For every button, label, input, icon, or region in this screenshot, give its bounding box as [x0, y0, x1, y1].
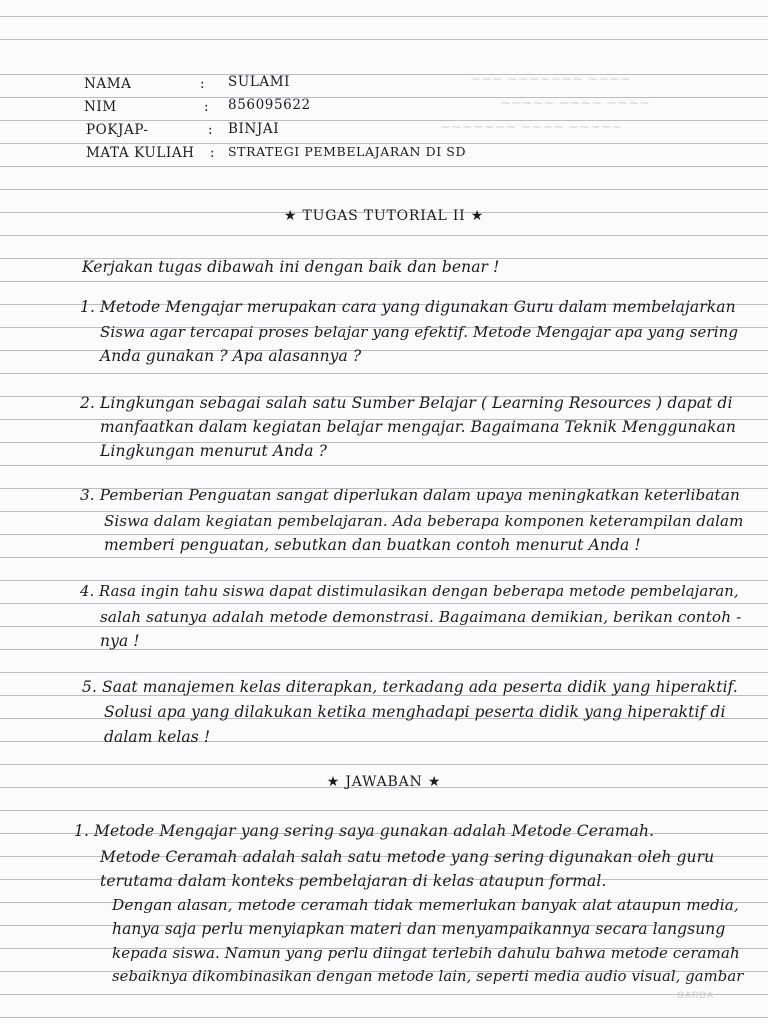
mata-kuliah-value: STRATEGI PEMBELAJARAN DI SD — [228, 144, 467, 159]
answer-1-line: kepada siswa. Namun yang perlu diingat terlebih dahulu bahwa metode ceramah — [112, 944, 740, 962]
answer-1-line: Metode Ceramah adalah salah satu metode yang sering digunakan oleh guru — [100, 848, 715, 866]
bleed-through-text: ~~~~~ ~~~~ ~~~~ — [500, 96, 650, 111]
assignment-title: ★ TUGAS TUTORIAL II ★ — [283, 208, 485, 224]
nim-value: 856095622 — [228, 97, 311, 113]
pokjar-value: BINJAI — [228, 121, 280, 137]
question-4-line: nya ! — [100, 632, 140, 650]
question-2-line: Lingkungan menurut Anda ? — [100, 442, 328, 460]
instruction-text: Kerjakan tugas dibawah ini dengan baik dan benar ! — [82, 258, 500, 276]
bleed-through-text: ~~~~~~~ ~~~~ ~~~~~ — [440, 120, 623, 135]
answer-title: ★ JAWABAN ★ — [326, 774, 442, 790]
question-3-line: 3. Pemberian Penguatan sangat diperlukan dalam upaya meningkatkan keterlibatan — [80, 486, 740, 504]
question-3-line: Siswa dalam kegiatan pembelajaran. Ada beberapa komponen keterampilan dalam — [104, 512, 744, 530]
answer-1-line: sebaiknya dikombinasikan dengan metode lain, seperti media audio visual, gambar — [112, 968, 744, 985]
question-4-line: salah satunya adalah metode demonstrasi. Bagaimana demikian, berikan contoh - — [100, 608, 742, 626]
answer-1-line: terutama dalam konteks pembelajaran di kelas ataupun formal. — [100, 872, 607, 890]
mata-kuliah-label: MATA KULIAH — [86, 145, 195, 161]
question-5-line: dalam kelas ! — [104, 728, 211, 746]
colon: : — [204, 99, 210, 115]
nama-value: SULAMI — [228, 74, 291, 90]
answer-1-line: 1. Metode Mengajar yang sering saya gunakan adalah Metode Ceramah. — [74, 822, 655, 840]
question-2-line: 2. Lingkungan sebagai salah satu Sumber Belajar ( Learning Resources ) dapat di — [80, 394, 733, 412]
watermark: GARDA — [676, 990, 714, 1000]
pokjar-label: POKJAP- — [86, 122, 149, 138]
colon: : — [208, 122, 214, 138]
answer-1-line: hanya saja perlu menyiapkan materi dan menyampaikannya secara langsung — [112, 920, 726, 938]
colon: : — [200, 76, 206, 92]
question-3-line: memberi penguatan, sebutkan dan buatkan contoh menurut Anda ! — [104, 536, 641, 554]
question-5-line: Solusi apa yang dilakukan ketika menghadapi peserta didik yang hiperaktif di — [104, 703, 726, 721]
question-5-line: 5. Saat manajemen kelas diterapkan, terkadang ada peserta didik yang hiperaktif. — [82, 678, 738, 696]
question-2-line: manfaatkan dalam kegiatan belajar mengajar. Bagaimana Teknik Menggunakan — [100, 418, 736, 436]
question-1-line: Anda gunakan ? Apa alasannya ? — [100, 347, 362, 365]
nim-label: NIM — [84, 99, 117, 115]
question-1-line: Siswa agar tercapai proses belajar yang efektif. Metode Mengajar apa yang sering — [100, 323, 739, 341]
answer-1-line: Dengan alasan, metode ceramah tidak memerlukan banyak alat ataupun media, — [112, 896, 739, 914]
question-4-line: 4. Rasa ingin tahu siswa dapat distimulasikan dengan beberapa metode pembelajaran, — [80, 583, 739, 600]
colon: : — [210, 145, 216, 161]
question-1-line: 1. Metode Mengajar merupakan cara yang digunakan Guru dalam membelajarkan — [80, 298, 736, 316]
nama-label: NAMA — [84, 76, 132, 92]
bleed-through-text: ~~~ ~~~~~~~ ~~~~ — [470, 72, 631, 87]
